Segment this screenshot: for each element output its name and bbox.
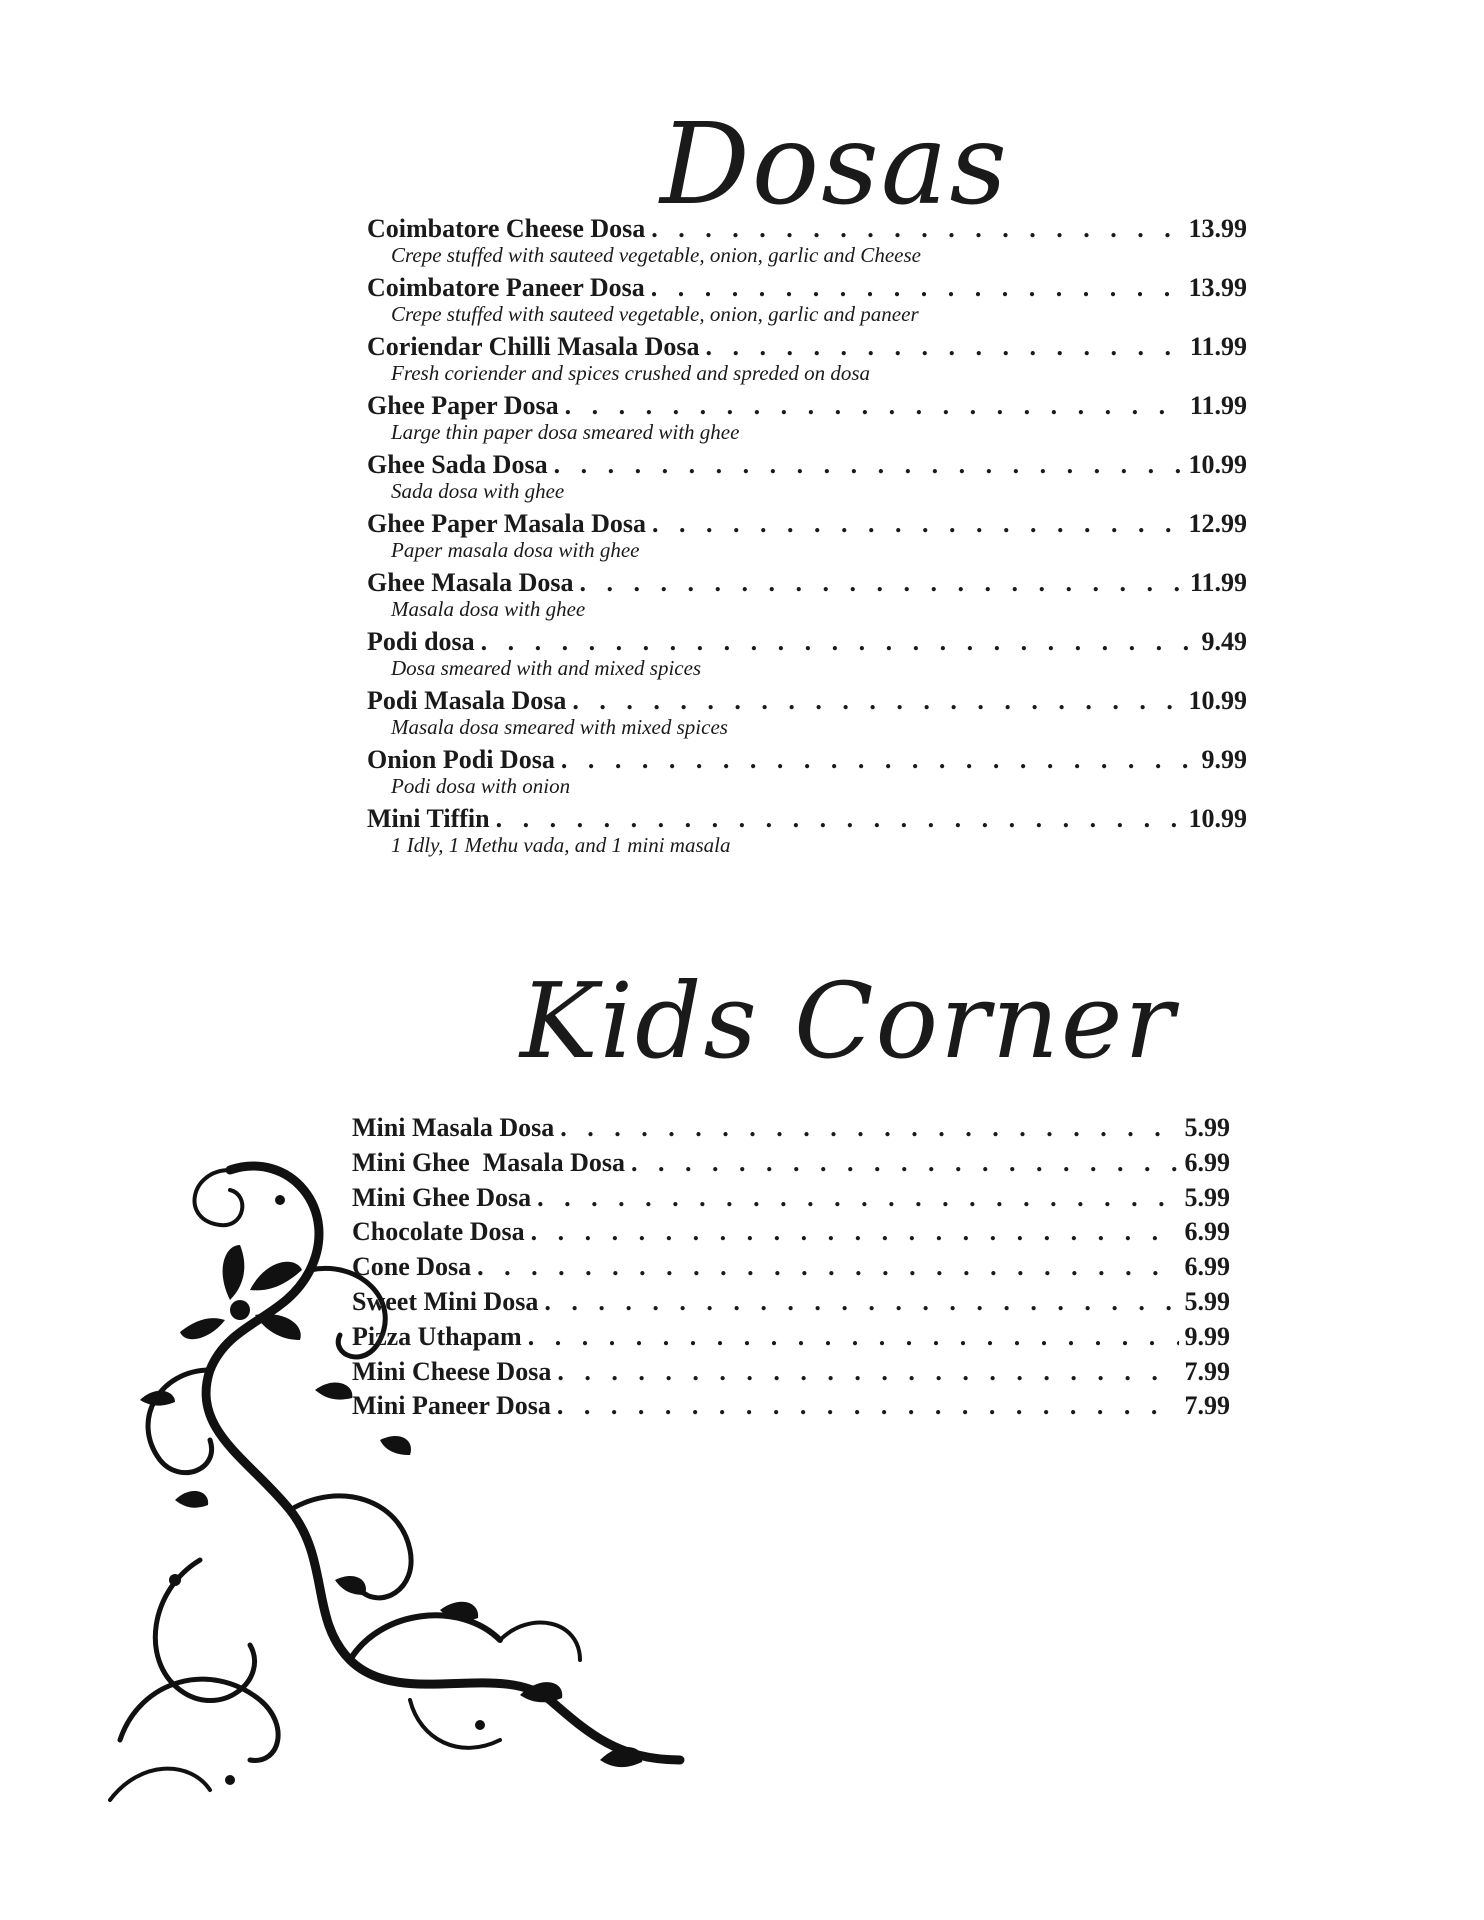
dot-leader [477, 1252, 1178, 1282]
menu-item-description: Podi dosa with onion [391, 774, 571, 798]
menu-item [352, 1287, 1230, 1322]
menu-item-price: 9.49 [1201, 627, 1247, 656]
dot-leader [651, 273, 1183, 303]
menu-item-price: 5.99 [1184, 1113, 1230, 1142]
menu-item [352, 1391, 1230, 1426]
menu-item [367, 332, 1247, 391]
dot-leader [557, 1391, 1179, 1421]
menu-item [352, 1357, 1230, 1392]
menu-item [367, 804, 1247, 863]
dot-leader [652, 509, 1183, 539]
menu-item-price: 10.99 [1188, 686, 1247, 715]
menu-item [367, 391, 1247, 450]
menu-item-price: 9.99 [1184, 1321, 1230, 1351]
menu-item [367, 745, 1247, 804]
dot-leader [528, 1322, 1179, 1352]
dosas-section-title: Dosas [660, 100, 1009, 230]
menu-item-name: Ghee Sada Dosa [367, 450, 548, 479]
menu-item-description: Sada dosa with ghee [391, 479, 565, 503]
menu-item-price: 6.99 [1184, 1252, 1230, 1282]
menu-item [367, 568, 1247, 627]
menu-item [352, 1183, 1230, 1218]
menu-item-name: Mini Ghee Dosa [352, 1182, 532, 1212]
menu-item-price: 7.99 [1184, 1391, 1230, 1421]
menu-item [367, 509, 1247, 568]
menu-item-price: 10.99 [1188, 804, 1247, 833]
menu-item-description: 1 Idly, 1 Methu vada, and 1 mini masala [391, 833, 731, 857]
menu-item-name: Podi dosa [367, 627, 475, 656]
dot-leader [560, 1113, 1178, 1143]
menu-item-name: Onion Podi Dosa [367, 745, 555, 774]
menu-item-price: 7.99 [1184, 1356, 1230, 1386]
menu-item-name: Ghee Paper Masala Dosa [367, 509, 646, 538]
menu-item-price: 11.99 [1189, 332, 1247, 361]
dosas-menu-list [367, 214, 1247, 863]
menu-item-name: Mini Masala Dosa [352, 1113, 555, 1142]
dot-leader [580, 568, 1184, 598]
menu-item-name: Podi Masala Dosa [367, 686, 567, 715]
dot-leader [631, 1148, 1179, 1178]
dot-leader [705, 332, 1183, 362]
menu-item-name: Mini Tiffin [367, 804, 490, 833]
dot-leader [651, 214, 1182, 244]
menu-item [367, 627, 1247, 686]
menu-item-price: 13.99 [1188, 214, 1247, 243]
dot-leader [561, 745, 1196, 775]
menu-item-name: Chocolate Dosa [352, 1217, 525, 1247]
menu-item-name: Coimbatore Cheese Dosa [367, 214, 646, 243]
menu-item-description: Dosa smeared with and mixed spices [391, 656, 702, 680]
menu-item-price: 6.99 [1184, 1147, 1230, 1177]
menu-item-name: Cone Dosa [352, 1252, 472, 1282]
menu-item-name: Coriendar Chilli Masala Dosa [367, 332, 700, 361]
dot-leader [531, 1217, 1179, 1247]
kids-corner-section-title: Kids Corner [520, 960, 1177, 1082]
menu-item-price: 11.99 [1189, 568, 1247, 597]
menu-item-name: Ghee Masala Dosa [367, 568, 574, 597]
menu-item-description: Masala dosa with ghee [391, 597, 586, 621]
dot-leader [496, 804, 1183, 834]
menu-item-name: Coimbatore Paneer Dosa [367, 273, 645, 302]
menu-item [367, 214, 1247, 273]
kids-corner-menu-list [352, 1113, 1230, 1426]
dot-leader [565, 391, 1184, 421]
menu-item-price: 11.99 [1189, 391, 1247, 420]
menu-item-name: Mini Cheese Dosa [352, 1356, 552, 1386]
menu-item [352, 1217, 1230, 1252]
menu-item-price: 6.99 [1184, 1217, 1230, 1247]
menu-item-price: 5.99 [1184, 1286, 1230, 1316]
menu-item-price: 9.99 [1201, 745, 1247, 774]
dot-leader [557, 1357, 1178, 1387]
menu-item-description: Fresh coriender and spices crushed and spreded on dosa [391, 361, 871, 385]
menu-item-price: 10.99 [1188, 450, 1247, 479]
dot-leader [554, 450, 1183, 480]
menu-item-price: 12.99 [1188, 509, 1247, 538]
menu-item-price: 13.99 [1188, 273, 1247, 302]
menu-item [352, 1322, 1230, 1357]
menu-item-name: Mini Paneer Dosa [352, 1391, 551, 1421]
menu-item [367, 273, 1247, 332]
menu-item-name: Mini Ghee Masala Dosa [352, 1147, 625, 1177]
menu-item-description: Masala dosa smeared with mixed spices [391, 715, 728, 739]
menu-item-description: Paper masala dosa with ghee [391, 538, 640, 562]
menu-item-price: 5.99 [1184, 1182, 1230, 1212]
menu-item-description: Large thin paper dosa smeared with ghee [391, 420, 740, 444]
dot-leader [537, 1183, 1178, 1213]
menu-item [367, 686, 1247, 745]
menu-item [352, 1252, 1230, 1287]
dot-leader [481, 627, 1196, 657]
menu-item [352, 1148, 1230, 1183]
menu-item-description: Crepe stuffed with sauteed vegetable, onion, garlic and paneer [391, 302, 919, 326]
menu-item [352, 1113, 1230, 1148]
dot-leader [544, 1287, 1178, 1317]
menu-item-name: Ghee Paper Dosa [367, 391, 559, 420]
dot-leader [572, 686, 1182, 716]
menu-item-description: Crepe stuffed with sauteed vegetable, onion, garlic and Cheese [391, 243, 921, 267]
menu-item [367, 450, 1247, 509]
menu-item-name: Sweet Mini Dosa [352, 1286, 539, 1316]
menu-item-name: Pizza Uthapam [352, 1321, 522, 1351]
